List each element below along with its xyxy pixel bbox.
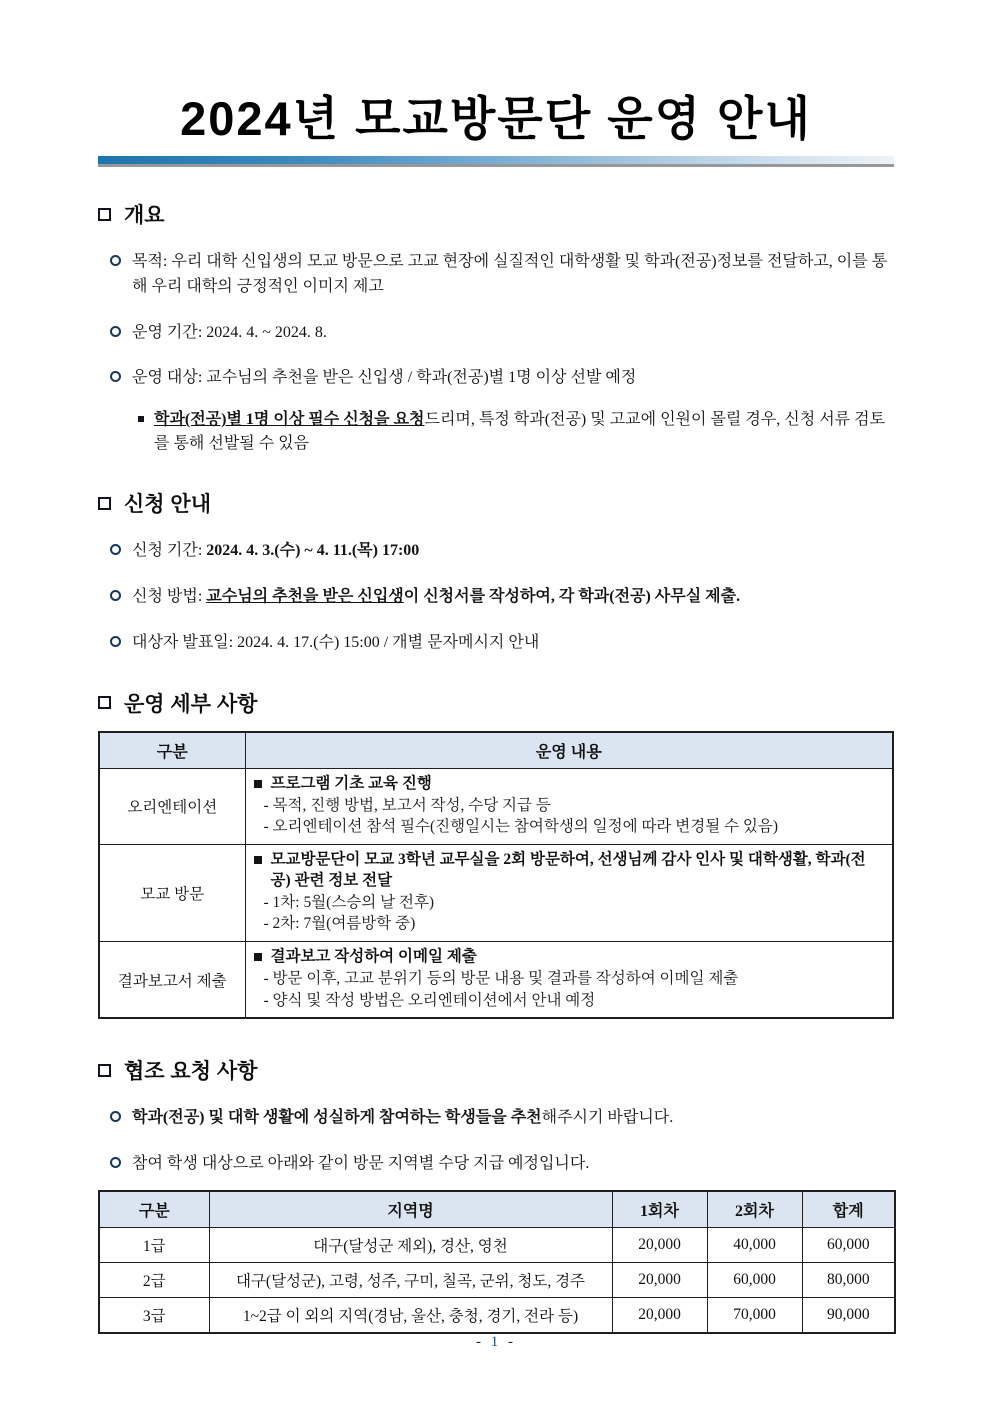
content-main-line (254, 947, 885, 968)
page-footer (0, 1334, 992, 1351)
circle-bullet-icon (110, 544, 121, 555)
row-content-cell (245, 768, 893, 844)
grade-cell: 3급 (99, 1298, 209, 1334)
footer-dash: - (476, 1334, 484, 1350)
circle-bullet-icon (110, 371, 121, 382)
circle-bullet-icon (110, 1111, 121, 1122)
row-label-cell: 결과보고서 제출 (99, 942, 245, 1019)
row-label-cell: 모교 방문 (99, 844, 245, 941)
apply-period-value: 2024. 4. 3.(수) ~ 4. 11.(목) 17:00 (206, 542, 420, 560)
apply-method-rest: 이 신청서를 작성하여, 각 학과(전공) 사무실 제출. (403, 588, 741, 606)
section-title: 개요 (124, 204, 165, 228)
column-header: 구분 (99, 1191, 209, 1228)
apply-period-label: 신청 기간: (132, 542, 207, 560)
circle-bullet-icon (110, 636, 121, 647)
overview-note-emphasis: 학과(전공)별 1명 이상 필수 신청을 요청 (154, 411, 425, 429)
details-table-header-row (99, 732, 893, 769)
footer-dash: - (508, 1334, 516, 1350)
title-underline-bar (98, 156, 894, 167)
hollow-square-bullet-icon (98, 1064, 111, 1077)
section-heading-details (98, 688, 894, 718)
details-table (98, 731, 894, 1020)
table-row (99, 942, 893, 1019)
row-label-cell: 오리엔테이션 (99, 768, 245, 844)
column-header: 구분 (99, 732, 245, 769)
section-title: 협조 요청 사항 (124, 1060, 258, 1084)
overview-target-text: 운영 대상: 교수님의 추천을 받은 신입생 / 학과(전공)별 1명 이상 선발 예정 (132, 369, 637, 387)
content-sub-line: - 양식 및 작성 방법은 오리엔테이션에서 안내 예정 (263, 991, 596, 1009)
table-row (99, 1228, 895, 1263)
hollow-square-bullet-icon (98, 208, 111, 221)
allowance-table-header-row (99, 1191, 895, 1228)
apply-method-item (110, 585, 894, 610)
table-row (99, 1298, 895, 1334)
cooperation-recommend-rest: 해주시기 바랍니다. (541, 1109, 674, 1127)
region-cell: 1~2급 이 외의 지역(경남, 울산, 충청, 경기, 전라 등) (209, 1298, 612, 1334)
content-sub-line: - 목적, 진행 방법, 보고서 작성, 수당 지급 등 (263, 796, 551, 814)
hollow-square-bullet-icon (98, 696, 111, 709)
column-header: 1회차 (612, 1191, 707, 1228)
cooperation-recommend-item (110, 1106, 894, 1131)
apply-period-item (110, 539, 894, 564)
content-main-line (254, 850, 885, 892)
amount-cell: 20,000 (612, 1298, 707, 1334)
table-row (99, 768, 893, 844)
apply-period-text (132, 539, 419, 564)
page-number: 1 (490, 1334, 502, 1350)
circle-bullet-icon (110, 590, 121, 601)
amount-cell: 80,000 (802, 1263, 895, 1298)
content-sub-line: - 오리엔테이션 참석 필수(진행일시는 참여학생의 일정에 따라 변경될 수 있음) (263, 818, 779, 836)
amount-cell: 90,000 (802, 1298, 895, 1334)
circle-bullet-icon (110, 1157, 121, 1168)
section-heading-overview (98, 199, 894, 229)
overview-purpose-item (110, 250, 894, 300)
content-main-text: 모교방문단이 모교 3학년 교무실을 2회 방문하여, 선생님께 감사 인사 및 대학생활, 학과(전공) 관련 정보 전달 (270, 850, 866, 889)
section-heading-apply (98, 488, 894, 518)
cooperation-recommend-text (132, 1106, 673, 1131)
table-row (99, 1263, 895, 1298)
section-heading-cooperation (98, 1055, 894, 1085)
content-sub-line: - 방문 이후, 고교 분위기 등의 방문 내용 및 결과를 작성하여 이메일 제출 (263, 970, 739, 988)
content-main-text: 프로그램 기초 교육 진행 (270, 774, 432, 792)
small-square-bullet-icon (138, 416, 144, 422)
apply-announce-item (110, 631, 894, 656)
filled-square-bullet-icon (254, 780, 262, 788)
overview-period-item (110, 321, 894, 346)
circle-bullet-icon (110, 255, 121, 266)
table-row (99, 844, 893, 941)
cooperation-allowance-text: 참여 학생 대상으로 아래와 같이 방문 지역별 수당 지급 예정입니다. (132, 1155, 590, 1173)
circle-bullet-icon (110, 326, 121, 337)
grade-cell: 1급 (99, 1228, 209, 1263)
column-header: 운영 내용 (245, 732, 893, 769)
grade-cell: 2급 (99, 1263, 209, 1298)
amount-cell: 20,000 (612, 1263, 707, 1298)
amount-cell: 40,000 (707, 1228, 802, 1263)
page-title: 2024년 모교방문단 운영 안내 (180, 92, 812, 145)
amount-cell: 60,000 (802, 1228, 895, 1263)
apply-method-emphasis: 교수님의 추천을 받은 신입생 (206, 588, 404, 606)
amount-cell: 70,000 (707, 1298, 802, 1334)
section-title: 신청 안내 (124, 493, 211, 517)
apply-method-label: 신청 방법: (132, 588, 207, 606)
amount-cell: 60,000 (707, 1263, 802, 1298)
column-header: 합계 (802, 1191, 895, 1228)
content-main-text: 결과보고 작성하여 이메일 제출 (270, 948, 477, 966)
column-header: 2회차 (707, 1191, 802, 1228)
content-main-line (254, 774, 885, 795)
overview-note-rest: 드리며, 특정 학과(전공) 및 고교에 인원이 몰릴 경우, 신청 서류 검토를 통해 선발될 수 있음 (154, 411, 886, 453)
row-content-cell (245, 942, 893, 1019)
content-sub-line: - 1차: 5월(스승의 날 전후) (263, 893, 435, 911)
column-header: 지역명 (209, 1191, 612, 1228)
cooperation-allowance-item (110, 1152, 894, 1177)
region-cell: 대구(달성군), 고령, 성주, 구미, 칠곡, 군위, 청도, 경주 (209, 1263, 612, 1298)
cooperation-recommend-emphasis: 학과(전공) 및 대학 생활에 성실하게 참여하는 학생들을 추천 (132, 1109, 542, 1127)
row-content-cell (245, 844, 893, 941)
overview-note-item (138, 408, 894, 456)
overview-target-item (110, 366, 894, 391)
overview-purpose-text: 목적: 우리 대학 신입생의 모교 방문으로 고교 현장에 실질적인 대학생활 및 학과(전공)정보를 전달하고, 이를 통해 우리 대학의 긍정적인 이미지 제고 (132, 253, 888, 295)
filled-square-bullet-icon (254, 856, 262, 864)
overview-period-text: 운영 기간: 2024. 4. ~ 2024. 8. (132, 323, 327, 341)
content-sub-line: - 2차: 7월(여름방학 중) (263, 915, 416, 933)
apply-method-text (132, 585, 740, 610)
filled-square-bullet-icon (254, 953, 262, 961)
apply-announce-text: 대상자 발표일: 2024. 4. 17.(수) 15:00 / 개별 문자메시지 안내 (132, 633, 540, 651)
region-cell: 대구(달성군 제외), 경산, 영천 (209, 1228, 612, 1263)
section-title: 운영 세부 사항 (124, 692, 258, 716)
overview-note-text (154, 408, 894, 456)
amount-cell: 20,000 (612, 1228, 707, 1263)
hollow-square-bullet-icon (98, 497, 111, 510)
allowance-table (98, 1190, 896, 1334)
